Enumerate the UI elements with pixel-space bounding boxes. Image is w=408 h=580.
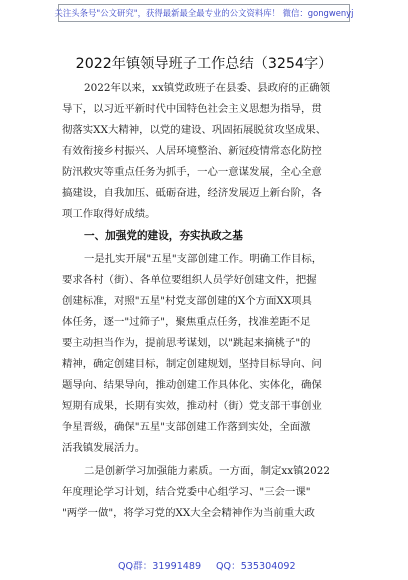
paragraph-line: 2022年以来，xx镇党政班子在县委、县政府的正确领	[84, 82, 330, 94]
paragraph-line: 导下，以习近平新时代中国特色社会主义思想为指导，贯	[62, 103, 322, 115]
paragraph-line: 一是扎实开展"五星"支部创建工作。明确工作目标，	[84, 253, 323, 265]
paragraph-line: 有效衔接乡村振兴、人居环境整治、新冠疫情常态化防控	[62, 145, 322, 157]
paragraph-line: 防汛救灾等重点任务为抓手，一心一意谋发展，全心全意	[62, 166, 322, 178]
paragraph-line: 要求各村（街）、各单位要组织人员学好创建文件，把握	[62, 274, 317, 286]
paragraph-line: 活我镇发展活力。	[62, 442, 146, 454]
page-footer	[0, 558, 408, 574]
footer-qq-group: QQ群：31991489	[118, 561, 202, 572]
paragraph-line: 创建标准，对照"五星"村党支部创建的X个方面XX项具	[62, 295, 312, 307]
paragraph-line: 搞建设，自我加压、砥砺奋进，经济发展迈上新台阶，各	[62, 187, 322, 199]
paragraph-line: 争星晋级，确保"五星"支部创建工作落到实处，全面激	[62, 421, 311, 433]
footer-qq-contact: QQ：535304092	[216, 561, 296, 572]
paragraph-line: 短期有成果，长期有实效，推动村（街）党支部干事创业	[62, 400, 322, 412]
paragraph-line: 二是创新学习加强能力素质。一方面，制定xx镇2022	[84, 465, 330, 477]
document-title: 2022年镇领导班子工作总结（3254字）	[75, 56, 333, 72]
paragraph-line: 项工作取得好成绩。	[62, 208, 156, 220]
paragraph-line: 题导向、结果导向，推动创建工作具体化、实体化，确保	[62, 379, 322, 391]
paragraph-line: 体任务，逐一"过筛子"，聚焦重点任务，找准差距不足	[62, 316, 311, 328]
paragraph-line: 精神，确定创建目标，制定创建规划，坚持目标导向、问	[62, 358, 322, 370]
paragraph-line: 年度理论学习计划，结合党委中心组学习、"三会一课"	[62, 486, 311, 498]
header-banner-text: 关注头条号"公文研究"，获得最新最全最专业的公文资料库！ 微信：gongwenyj	[54, 8, 354, 18]
paragraph-line: 要主动担当作为，提前思考谋划，以"跳起来摘桃子"的	[62, 337, 311, 349]
paragraph-line: "两学一做"，将学习党的XX大全会精神作为当前重大政	[62, 507, 315, 519]
header-banner	[54, 4, 354, 22]
paragraph-line: 彻落实XX大精神，以党的建设、巩固拓展脱贫攻坚成果、	[62, 124, 327, 136]
section-heading: 一、加强党的建设，夯实执政之基	[84, 230, 243, 242]
